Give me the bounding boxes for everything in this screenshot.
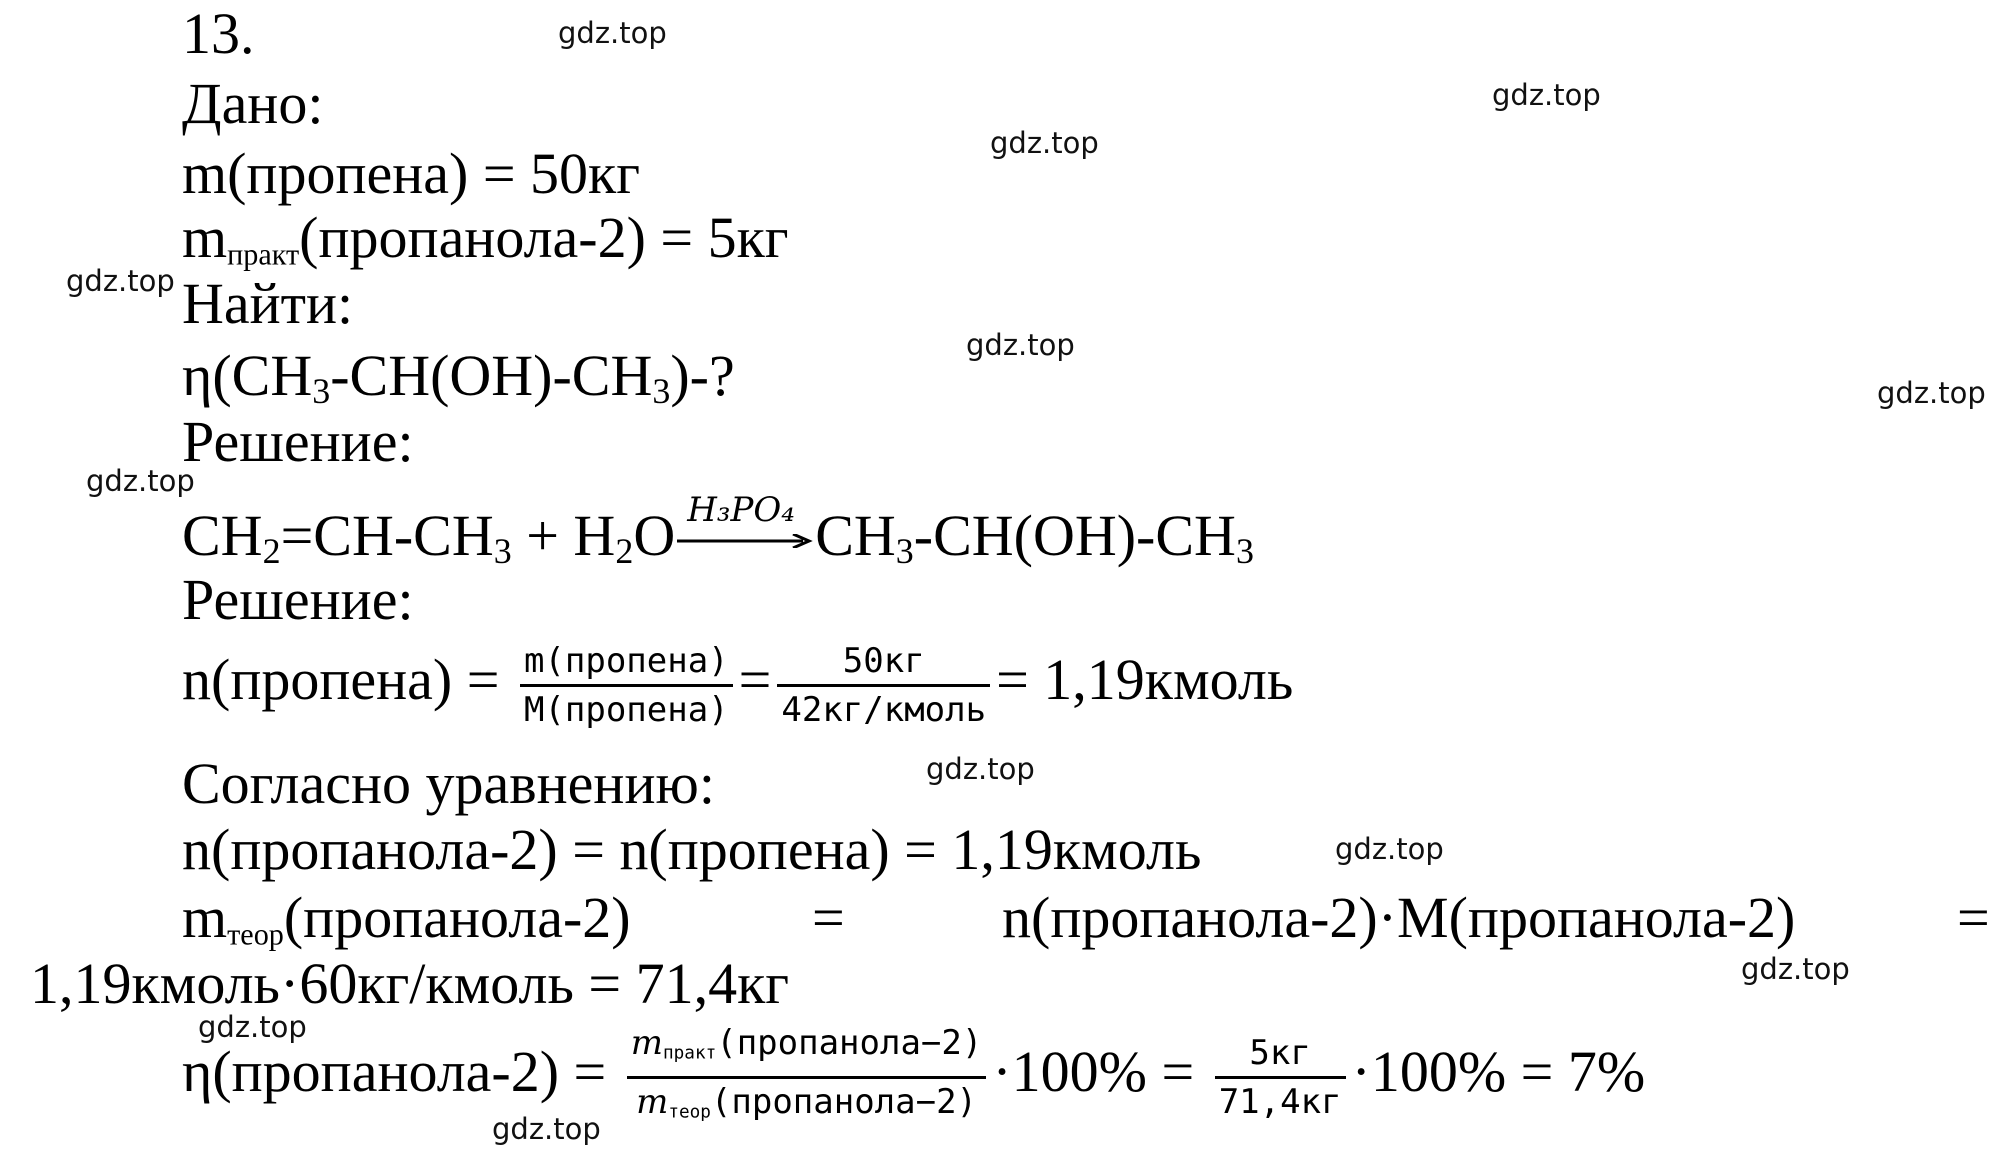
yield-formula: η(пропанола-2) = $\frac{\text{mпракт(пропанола−2)}}{\text{mтеор(пропанола−2)}}$ ·100% = $\frac{5кг}{71,4кг}$ ·100% = 7% [182,1020,1645,1136]
watermark: gdz.top [198,1010,307,1044]
watermark: gdz.top [66,264,175,298]
watermark: gdz.top [1492,78,1601,112]
arrow-icon [675,534,815,548]
watermark: gdz.top [966,328,1075,362]
watermark: gdz.top [492,1112,601,1146]
watermark: gdz.top [558,16,667,50]
given-mass-propene: m(пропена) = 50кг [182,141,641,206]
according-heading: Согласно уравнению: [182,751,715,816]
n-propanol-line: n(пропанола-2) = n(пропена) = 1,19кмоль [182,817,1202,882]
solution-heading-2: Решение: [182,567,414,632]
watermark: gdz.top [86,464,195,498]
fraction-yield-symbolic: $\frac{\text{mпракт(пропанола−2)}}{\text{mтеор(пропанола−2)}}$ [627,1020,987,1136]
given-heading: Дано: [182,71,324,136]
watermark: gdz.top [1335,832,1444,866]
n-propene-formula: n(пропена) = $\frac{\text{m(пропена)}}{\text{M(пропена)}}$ = $\frac{50кг}{\text{42кг/кмоль}}$ = 1,19кмоль [182,632,1293,733]
problem-number: 13. [182,1,255,66]
catalyst-label: H₃PO₄ [687,490,795,530]
reaction-arrow [675,490,815,568]
fraction-mass-over-molar: $\frac{\text{m(пропена)}}{\text{M(пропена)}}$ [520,638,733,733]
watermark: gdz.top [990,126,1099,160]
fraction-yield-values: $\frac{5кг}{71,4кг}$ [1215,1030,1346,1125]
m-theor-line-2: 1,19кмоль·60кг/кмоль = 71,4кг [30,951,790,1016]
given-mass-propanol: mпракт(пропанола-2) = 5кг [182,205,789,272]
find-heading: Найти: [182,271,354,336]
watermark: gdz.top [1741,952,1850,986]
watermark: gdz.top [1877,376,1986,410]
solution-heading-1: Решение: [182,409,414,474]
reaction-equation: $CH_2=CH-CH_3 + H_2O$ H₃PO₄ $CH_3-CH(OH)-CH_3$ [182,504,1254,583]
find-target: $\eta(CH_3-CH(OH)-CH_3)-$? [182,343,735,411]
fraction-values: $\frac{50кг}{\text{42кг/кмоль}}$ [777,638,990,733]
m-theor-line-1: mтеор(пропанола-2) = n(пропанола-2)·M(пропанола-2) = [182,885,1990,952]
watermark: gdz.top [926,752,1035,786]
